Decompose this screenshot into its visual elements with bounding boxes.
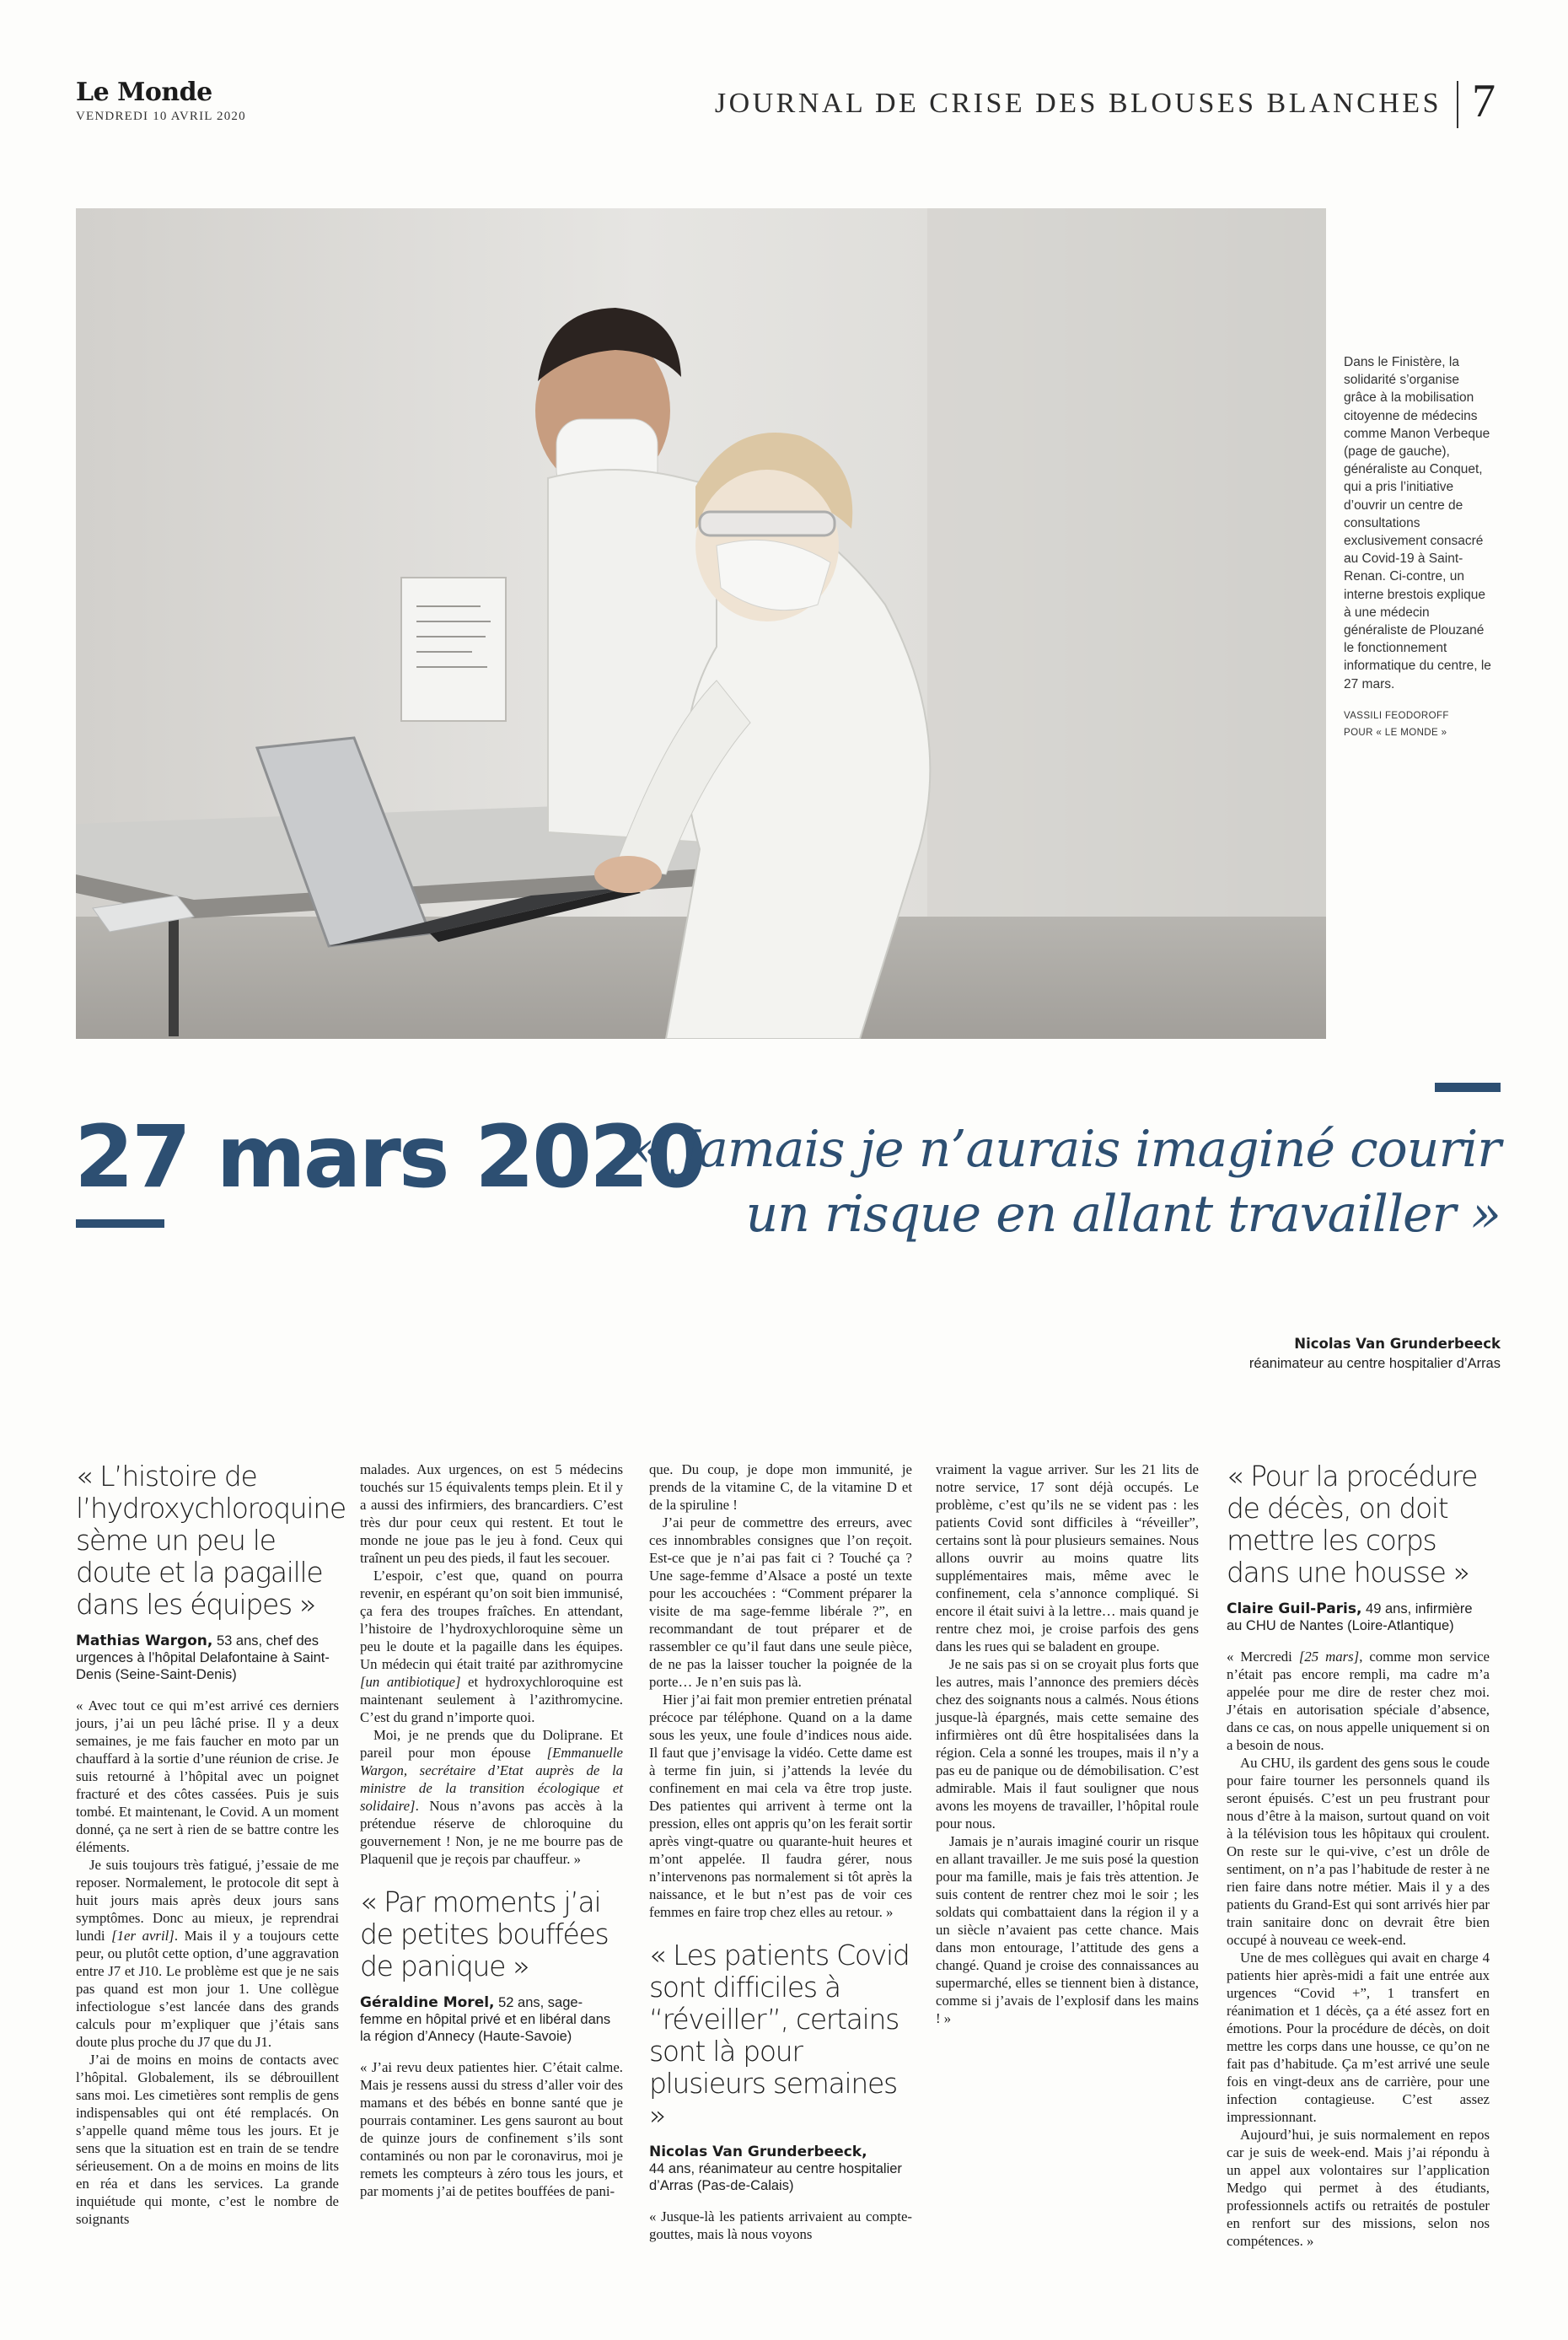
speaker <box>1227 1600 1490 1634</box>
byline-name: Nicolas Van Grunderbeeck <box>1294 1336 1501 1352</box>
paragraph: vraiment la vague arriver. Sur les 21 lits de notre service, 17 sont déjà occupés. Le problème, c’est qu’ils ne se vident pas : les patients Covid sont difficiles à “réveiller”, certains sont là pour plusieurs semaines. Nous allons ouvrir au moins quatre lits supplémentaires mais, même avec le confinement, cela s’annonce compliqué. Si encore il était suivi à la lettre… mais quand je rentre chez moi, je croise parfois des gens dans les rues qui se baladent en groupe. <box>936 1461 1199 1654</box>
date-underline <box>76 1219 164 1228</box>
header-divider <box>1457 81 1458 128</box>
paragraph: « J’ai revu deux patientes hier. C’était calme. Mais je ressens aussi du stress d’aller voir des mamans et des bébés en bonne santé que je pourrais contaminer. Les gens sauront au bout de quinze jours de confinement s’ils sont contaminés ou non par le coronavirus, moi je remets les compteurs à zéro tous les jours, et par moments j’ai de petites bouffées de pani- <box>360 2059 623 2199</box>
emphasis: [1er avril] <box>111 1928 175 1944</box>
paragraph: Aujourd’hui, je suis normalement en repos car je suis de week-end. Mais j’ai répondu à un appel aux volontaires sur l’application Medgo qui permet à des étudiants, professionnels actifs ou retraités de postuler en renfort sur des missions, selon nos compétences. » <box>1227 2127 1490 2249</box>
paragraph <box>1227 1648 1490 1754</box>
text: , comme mon service n’était pas encore rempli, ma cadre m’a appelée pour me dire de rester chez moi. J’étais en autorisation spéciale d’absence, dans ce cas, on nous appelle uniquement si on a besoin de nous. <box>1227 1649 1490 1753</box>
column-3 <box>649 1460 912 2243</box>
speaker-info: 44 ans, réanimateur au centre hospitalier d’Arras (Pas-de-Calais) <box>649 2161 902 2193</box>
paragraph: « Jusque-là les patients arrivaient au compte-gouttes, mais là nous voyons <box>649 2208 912 2242</box>
paragraph: J’ai peur de commettre des erreurs, avec ces innombrables consignes que l’on reçoit. Est-ce que je n’ai pas fait ci ? Touché ça ? Une sage-femme d’Alsace a posté un texte pour les accouchées : “Comment préparer la visite de ma sage-femme libérale ?”, en recommandant de tout préparer et de rassembler ce qu’il faut dans une seule pièce, de ne pas la laisser toucher la poignée de la porte… Je n’en suis pas là. <box>649 1514 912 1690</box>
speaker <box>360 1994 623 2045</box>
credit-for: POUR « LE MONDE » <box>1344 728 1447 738</box>
speaker-name: Nicolas Van Grunderbeeck, <box>649 2144 867 2160</box>
paragraph: que. Du coup, je dope mon immunité, je prends de la vitamine C, de la vitamine D et de la spiruline ! <box>649 1461 912 1513</box>
speaker-info: 49 ans, infirmière au CHU de Nantes (Loire-Atlantique) <box>1227 1601 1473 1633</box>
speaker-name: Mathias Wargon, <box>76 1633 213 1649</box>
column-4 <box>936 1460 1199 2027</box>
photo-illustration <box>76 208 1326 1039</box>
text: « Mercredi <box>1227 1649 1299 1665</box>
paragraph <box>360 1567 623 1726</box>
paragraph: J’ai de moins en moins de contacts avec l’hôpital. Globalement, ils se débrouillent sans moi. Les cimetières sont remplis de gens indispensables qui ont été remplacés. On s’appelle quand même tous les jours. Et je sens que la situation est en train de se tendre sérieusement. On a de moins en moins de lits en réa et dans les services. La grande inquiétude qui monte, c’est le nombre de soignants <box>76 2052 339 2227</box>
byline-role: réanimateur au centre hospitalier d’Arras <box>1248 1356 1501 1371</box>
pull-quote: « L’histoire de l’hydroxychloroquine sème un peu le doute et la pagaille dans les équipes » <box>76 1460 346 1621</box>
paragraph: Hier j’ai fait mon premier entretien prénatal précoce par téléphone. Quand on a la dame sous les yeux, une foule d’indices nous aide. Il faut que j’envisage la vidéo. Cette dame est à terme fin juin, si j’attends la levée du confinement en mai cela va être trop juste. Des patientes qui arrivent à terme ont la pression, elles ont appris qu’on les ferait sortir après vingt-quatre ou quarante-huit heures et m’ont appelée. Il faudra gérer, nous n’intervenons pas normalement si tôt après la naissance, et le but n’est pas de voir ces femmes en faire trop chez elles au retour. » <box>649 1692 912 1920</box>
main-photo <box>76 208 1326 1039</box>
pull-quote: « Par moments j’ai de petites bouffées de panique » <box>360 1885 609 1982</box>
emphasis: [un antibiotique] <box>360 1674 461 1690</box>
paragraph: Jamais je n’aurais imaginé courir un risque en allant travailler. Je me suis posé la question pour ma famille, mais je fais très attention. Je suis content de rentrer chez moi le soir ; les soldats qui combattaient dans la région il y a un siècle n’avaient pas cette chance. Mais dans mon entourage, l’attitude des gens a changé. Quand je croise des connaissances au supermarché, elles se tiennent bien à distance, comme si j’avais de l’explosif dans les mains ! » <box>936 1833 1199 2026</box>
page-number: 7 <box>1472 75 1496 127</box>
date-month-year: mars 2020 <box>216 1107 704 1208</box>
speaker-name: Géraldine Morel, <box>360 1994 495 2011</box>
photo-caption: Dans le Finistère, la solidarité s’organise grâce à la mobilisation citoyenne de médecins comme Manon Verbeque (page de gauche), généraliste au Conquet, qui a pris l’initiative d’ouvrir un centre de consultations exclusivement consacré au Covid-19 à Saint-Renan. Ci-contre, un interne brestois explique à une médecin généraliste de Plouzané le fonctionnement informatique du centre, le 27 mars. <box>1344 355 1491 691</box>
text: . Mais il y a toujours cette peur, ou plutôt cette option, d’une aggravation entre J7 et J10. Le problème est que je ne sais pas quand est mon jour 1. Une collègue infectiologue s’est lancée dans des grands calculs pour m’expliquer que j’étais sans doute plus proche du J7 que du J1. <box>76 1928 339 2050</box>
text: . Nous n’avons pas accès à la prétendue réserve de chloroquine du gouvernement ! Non, je ne me bourre pas de Plaquenil que je reçois par chauffeur. » <box>360 1798 623 1867</box>
text: et hydroxychloroquine est maintenant seulement à l’azithromycine. C’est du grand n’importe quoi. <box>360 1674 623 1725</box>
speaker <box>649 2144 912 2194</box>
paragraph: Je ne sais pas si on se croyait plus forts que les autres, mais l’annonce des premiers décès chez des soignants nous a calmés. Nous étions jusque-là épargnés, mais cette semaine des infirmières ont dû être hospitalisées dans la région. Cela a sonné les troupes, mais il n’y a pas eu de panique ou de démobilisation. C’est admirable. Mais il faut souligner que nous avons les moyens de travailler, l’hôpital roule pour nous. <box>936 1656 1199 1832</box>
column-5 <box>1227 1460 1490 2250</box>
text: L’espoir, c’est que, quand on pourra revenir, en espérant qu’on soit bien immunisé, ça fera des troupes fraîches. En attendant, l’histoire de l’hydroxychloroquine sème un peu le doute et la pagaille dans les équipes. Un médecin qui était traité par azithromycine <box>360 1568 623 1672</box>
column-2 <box>360 1460 623 2200</box>
quote-rule <box>1435 1083 1501 1092</box>
issue-date: VENDREDI 10 AVRIL 2020 <box>76 110 246 123</box>
paragraph: « Avec tout ce qui m’est arrivé ces derniers jours, j’ai un peu lâché prise. Il y a deux semaines, je me fais faucher en moto par un chauffard à la sortie d’une réunion de crise. Je suis retourné à l’hôpital avec un poignet fracturé et des côtes cassées. Puis je suis tombé. Et maintenant, le Covid. A un moment donné, ça ne sert à rien de se battre contre les éléments. <box>76 1697 339 1855</box>
credit-name: VASSILI FEODOROFF <box>1344 711 1449 721</box>
speaker-info: 53 ans, chef des urgences à l’hôpital Delafontaine à Saint-Denis (Seine-Saint-Denis) <box>76 1633 330 1682</box>
date-day: 27 <box>74 1107 189 1208</box>
emphasis: [Emmanuelle Wargon, secrétaire d’Etat auprès de la ministre de la transition écologique et solidaire] <box>360 1745 623 1814</box>
main-quote: « Jamais je n’aurais imaginé courir un risque en allant travailler » <box>633 1120 1501 1244</box>
section-title: JOURNAL DE CRISE DES BLOUSES BLANCHES <box>714 88 1442 119</box>
paragraph: Une de mes collègues qui avait en charge 4 patients hier après-midi a fait une entrée aux urgences “Covid +”, 1 transfert en réanimation et 1 décès, ça a été assez fort en émotions. Pour la procédure de décès, on doit mettre les corps dans une housse, ce qu’on ne fait pas d’habitude. Ça m’est arrivé une seule fois en vingt-deux ans de carrière, pour une infection contagieuse. C’est assez impressionnant. <box>1227 1950 1490 2125</box>
pull-quote: « Les patients Covid sont difficiles à “réveiller”, certains sont là pour plusieurs semaines » <box>649 1939 910 2132</box>
text: Je suis toujours très fatigué, j’essaie de me reposer. Normalement, le protocole dit sept à huit jours mais après deux jours sans symptômes. Donc au mieux, je reprendrai lundi <box>76 1857 339 1944</box>
pull-quote: « Pour la procédure de décès, on doit mettre les corps dans une housse » <box>1227 1460 1478 1589</box>
speaker-info: 52 ans, sage-femme en hôpital privé et en libéral dans la région d’Annecy (Haute-Savoie) <box>360 1995 611 2044</box>
text: Moi, je ne prends que du Doliprane. Et pareil pour mon épouse <box>360 1727 623 1761</box>
paragraph: malades. Aux urgences, on est 5 médecins touchés sur 15 équivalents temps plein. Et il y a aussi des infirmiers, des brancardiers. C’est très dur pour ceux qui restent. Et tout le monde ne joue pas le jeu à fond. Ceux qui traînent un peu des pieds, il faut les secouer. <box>360 1461 623 1566</box>
emphasis: [25 mars] <box>1298 1649 1360 1665</box>
photo-credit <box>1344 707 1496 741</box>
masthead-logo: Le Monde <box>76 78 212 107</box>
paragraph <box>76 1856 339 2051</box>
paragraph <box>360 1726 623 1868</box>
speaker-name: Claire Guil-Paris, <box>1227 1600 1362 1617</box>
paragraph: Au CHU, ils gardent des gens sous le coude pour faire tourner les personnels quand ils seront épuisés. C’est un peu frustrant pour nous d’être à la maison, surtout quand on voit à la télévision tous les hôpitaux qui croulent. On reste sur le qui-vive, c’est un drôle de sentiment, on n’a pas l’habitude de rester à ne rien faire dans notre métier. Mais il y a des patients du Grand-Est qui sont arrivés hier par train sanitaire donc on devrait être bien occupé à nouveau ce week-end. <box>1227 1755 1490 1948</box>
speaker <box>76 1633 339 1683</box>
column-1 <box>76 1460 346 2228</box>
